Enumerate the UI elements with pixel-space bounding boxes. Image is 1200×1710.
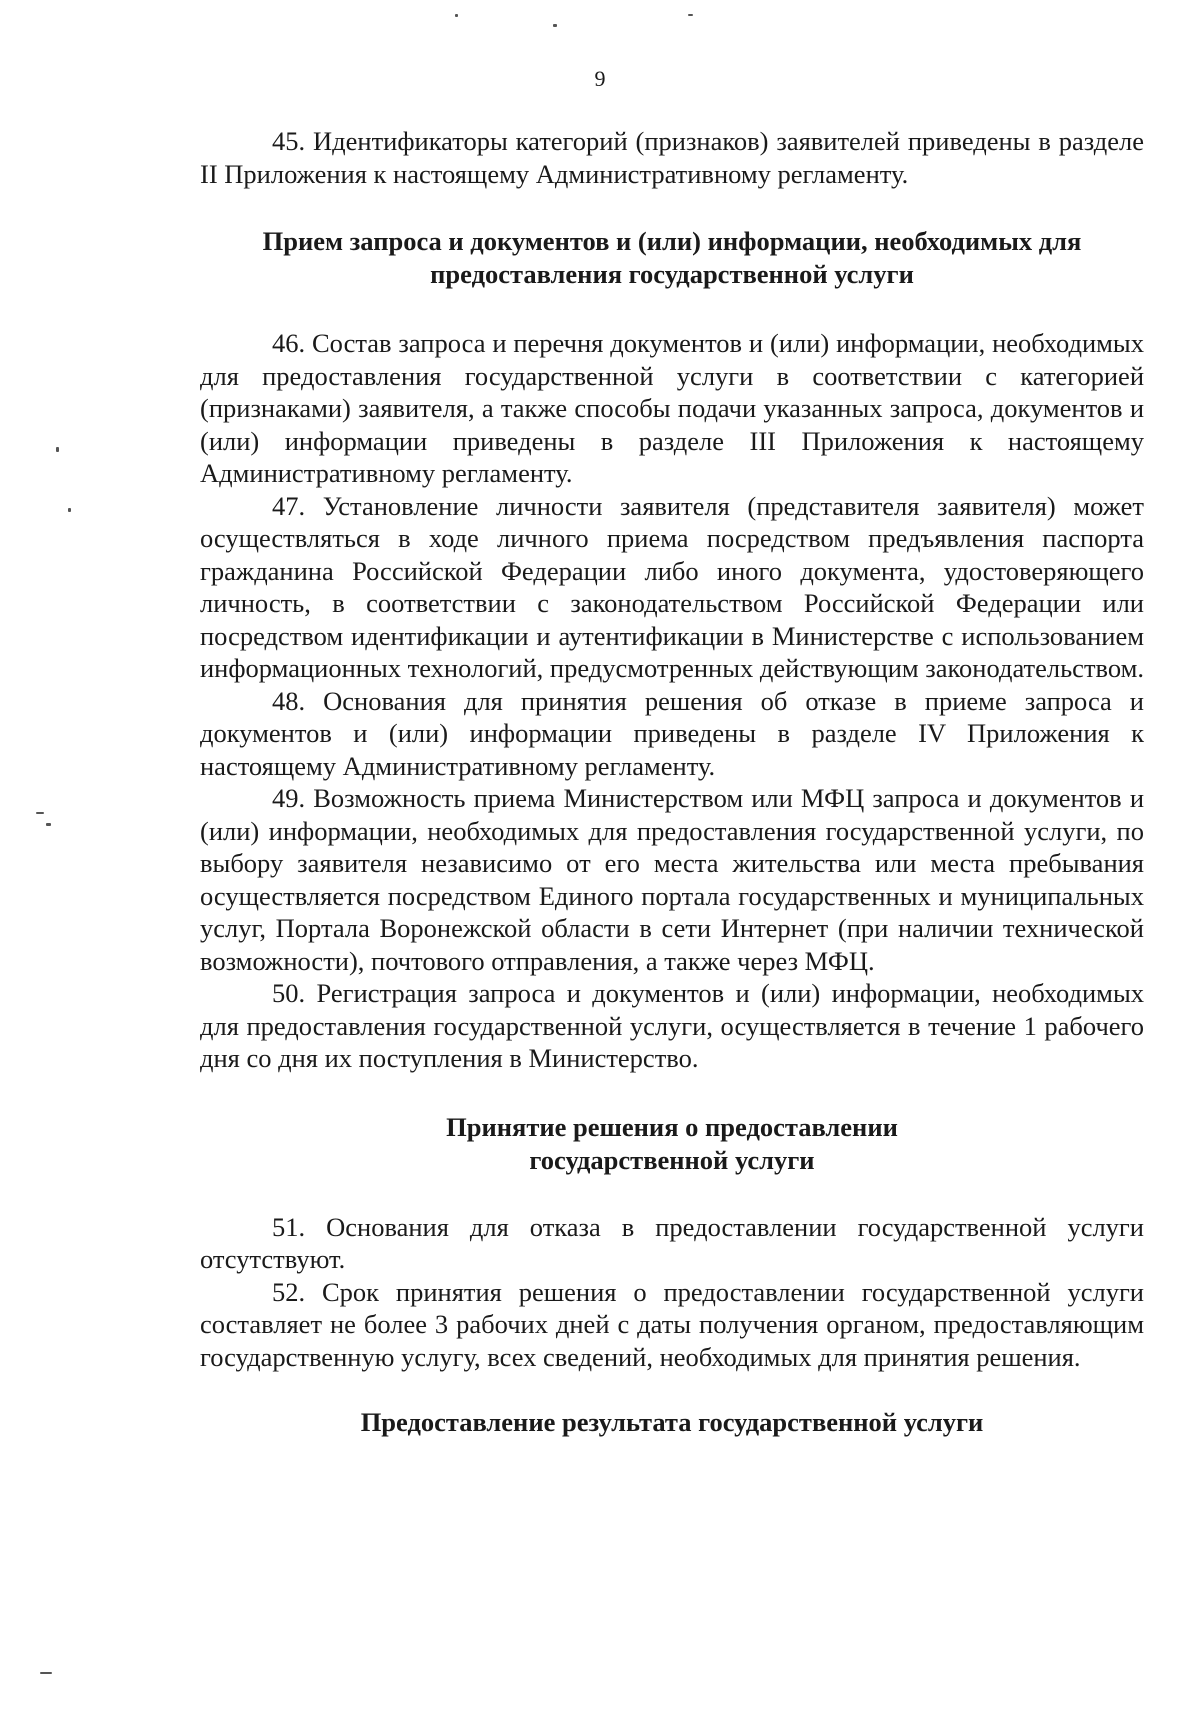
paragraph-47: 47. Установление личности заявителя (представителя заявителя) может осуществляться в ходе личного приема посредством предъявления паспорта гражданина Российской Федерации либо иного документа, удостоверяющего личность, в соответствии с законодательством Российской Федерации или посредством идентификации и аутентификации в Министерстве с использованием информационных технологий, предусмотренных действующим законодательством. bbox=[200, 490, 1144, 683]
paragraph-46: 46. Состав запроса и перечня документов и (или) информации, необходимых для предоставления государственной услуги в соответствии с категорией (признаками) заявителя, а также способы подачи указанных запроса, документов и (или) информации приведены в разделе III Приложения к настоящему Административному регламенту. bbox=[200, 328, 1144, 488]
scan-speck bbox=[455, 14, 458, 17]
paragraph-49: 49. Возможность приема Министерством или МФЦ запроса и документов и (или) информации, необходимых для предоставления государственной услуги, по выбору заявителя независимо от его места жительства или места пребывания осуществляется посредством Единого портала государственных и муниципальных услуг, Портала Воронежской области в сети Интернет (при наличии технической возможности), почтового отправления, а также через МФЦ. bbox=[200, 783, 1144, 976]
scan-speck bbox=[688, 14, 693, 16]
scan-speck bbox=[56, 447, 59, 452]
section-heading-result bbox=[200, 1406, 1144, 1439]
section-heading-request-reception bbox=[200, 225, 1144, 291]
paragraph-48: 48. Основания для принятия решения об отказе в приеме запроса и документов и (или) информации приведены в разделе IV Приложения к настоящему Административному регламенту. bbox=[200, 685, 1144, 781]
heading-line: Прием запроса и документов и (или) информации, необходимых для bbox=[262, 226, 1082, 256]
heading-line: Предоставление результата государственной услуги bbox=[360, 1407, 984, 1437]
scan-speck bbox=[36, 812, 44, 814]
page-number: 9 bbox=[594, 66, 606, 91]
scan-speck bbox=[40, 1672, 52, 1674]
scan-speck bbox=[553, 24, 557, 27]
paragraph-52: 52. Срок принятия решения о предоставлении государственной услуги составляет не более 3 рабочих дней с даты получения органом, предоставляющим государственную услугу, всех сведений, необходимых для принятия решения. bbox=[200, 1276, 1144, 1372]
heading-line: государственной услуги bbox=[529, 1144, 815, 1175]
paragraph-45: 45. Идентификаторы категорий (признаков) заявителей приведены в разделе II Приложения к настоящему Административному регламенту. bbox=[200, 126, 1144, 189]
heading-line: Принятие решения о предоставлении bbox=[446, 1111, 898, 1142]
scan-speck bbox=[68, 508, 71, 512]
section-heading-decision bbox=[200, 1111, 1144, 1177]
paragraph-51: 51. Основания для отказа в предоставлении государственной услуги отсутствуют. bbox=[200, 1211, 1144, 1274]
heading-line: предоставления государственной услуги bbox=[430, 259, 914, 289]
document-body bbox=[200, 125, 1144, 1439]
scan-speck bbox=[46, 823, 51, 826]
paragraph-50: 50. Регистрация запроса и документов и (или) информации, необходимых для предоставления государственной услуги, осуществляется в течение 1 рабочего дня со дня их поступления в Министерство. bbox=[200, 978, 1144, 1073]
